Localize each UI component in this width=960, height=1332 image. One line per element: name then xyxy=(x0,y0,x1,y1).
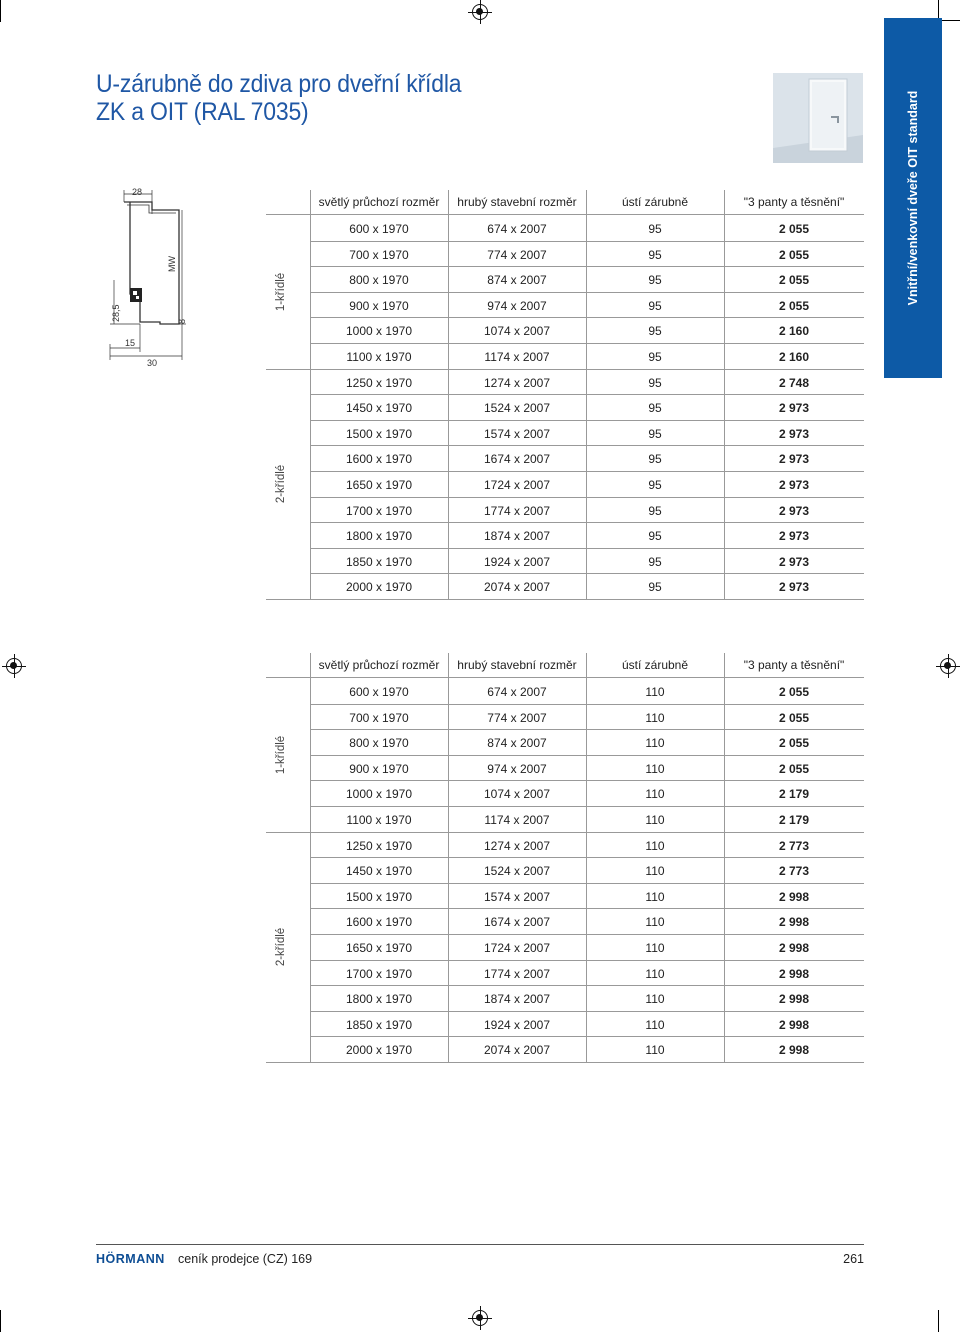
table-row xyxy=(310,884,864,910)
cell-clear-size: 600 x 1970 xyxy=(349,222,409,236)
cell-clear-size: 1850 x 1970 xyxy=(345,1017,413,1032)
column-header-clear-size: světlý průchozí rozměr xyxy=(318,195,440,209)
cell-clear-size: 1500 x 1970 xyxy=(345,889,413,904)
title-line-1: U-zárubně do zdiva pro dveřní křídla xyxy=(96,70,462,98)
cell-clear-size: 1450 x 1970 xyxy=(345,401,413,416)
table-rule xyxy=(310,266,864,267)
cell-frame-depth: 95 xyxy=(648,426,662,441)
registration-mark-icon xyxy=(6,658,22,674)
table-rule xyxy=(310,420,864,421)
table-rule xyxy=(310,755,864,756)
cell-price: 2 998 xyxy=(778,992,810,1007)
cell-price: 2 055 xyxy=(778,247,810,262)
table-rule xyxy=(266,599,310,600)
cell-frame-depth: 110 xyxy=(645,992,665,1007)
table-row xyxy=(310,446,864,472)
table-rule xyxy=(586,190,587,600)
cell-clear-size: 1650 x 1970 xyxy=(345,941,413,955)
table-row xyxy=(310,1037,864,1063)
dim-label-mw: MW xyxy=(167,256,177,272)
table-row xyxy=(310,421,864,447)
group-label-single-leaf: 1-křídlé xyxy=(275,272,288,312)
cell-price: 2 973 xyxy=(778,478,810,492)
column-header-price: "3 panty a těsnění" xyxy=(743,658,845,672)
table-rule xyxy=(310,292,864,293)
table-rule xyxy=(310,573,864,574)
cell-structural-size: 974 x 2007 xyxy=(487,298,547,313)
cell-structural-size: 1574 x 2007 xyxy=(483,889,551,904)
cell-frame-depth: 110 xyxy=(645,915,665,930)
cell-clear-size: 600 x 1970 xyxy=(349,685,409,699)
table-row xyxy=(310,756,864,782)
cell-frame-depth: 110 xyxy=(645,941,665,955)
cell-clear-size: 1800 x 1970 xyxy=(345,992,413,1007)
table-rule xyxy=(310,1062,864,1063)
cell-price: 2 773 xyxy=(778,864,810,879)
cell-price: 2 055 xyxy=(778,298,810,313)
cell-structural-size: 1874 x 2007 xyxy=(483,992,551,1007)
cell-clear-size: 1000 x 1970 xyxy=(345,324,413,339)
cell-frame-depth: 95 xyxy=(648,554,662,569)
table-rule xyxy=(586,653,587,1063)
cell-clear-size: 900 x 1970 xyxy=(349,298,409,313)
column-header-structural-size: hrubý stavební rozměr xyxy=(457,195,577,209)
cell-frame-depth: 110 xyxy=(645,813,665,827)
table-row xyxy=(310,1012,864,1038)
cell-frame-depth: 110 xyxy=(645,838,665,853)
dim-label-15: 15 xyxy=(125,338,136,348)
cell-structural-size: 1874 x 2007 xyxy=(483,529,551,544)
title-line-2: ZK a OIT (RAL 7035) xyxy=(96,98,309,126)
cell-structural-size: 774 x 2007 xyxy=(487,710,547,725)
cell-clear-size: 900 x 1970 xyxy=(349,761,409,776)
table-row xyxy=(310,498,864,524)
table-rule xyxy=(310,704,864,705)
frame-profile-diagram xyxy=(100,184,192,370)
table-rule xyxy=(310,908,864,909)
cell-clear-size: 1600 x 1970 xyxy=(345,452,413,467)
table-rule xyxy=(448,190,449,600)
registration-mark-icon xyxy=(472,1310,488,1326)
cell-frame-depth: 95 xyxy=(648,324,662,339)
cell-clear-size: 1450 x 1970 xyxy=(345,864,413,879)
cell-frame-depth: 95 xyxy=(648,375,662,390)
table-row xyxy=(310,472,864,498)
cell-frame-depth: 95 xyxy=(648,529,662,544)
cell-clear-size: 2000 x 1970 xyxy=(345,1043,413,1058)
cell-price: 2 998 xyxy=(778,1017,810,1032)
crop-mark xyxy=(0,1310,1,1332)
gasket-icon xyxy=(130,288,142,302)
group-label-single-leaf: 1-křídlé xyxy=(275,735,288,775)
table-row xyxy=(310,807,864,833)
cell-frame-depth: 110 xyxy=(645,1017,665,1032)
cell-price: 2 973 xyxy=(778,401,810,416)
table-rule xyxy=(310,497,864,498)
cell-structural-size: 974 x 2007 xyxy=(487,761,547,776)
cell-structural-size: 674 x 2007 xyxy=(487,685,547,699)
cell-structural-size: 1924 x 2007 xyxy=(483,1017,551,1032)
table-rule xyxy=(310,857,864,858)
cell-structural-size: 2074 x 2007 xyxy=(483,580,551,595)
cell-frame-depth: 110 xyxy=(645,864,665,879)
cell-structural-size: 874 x 2007 xyxy=(487,273,547,288)
cell-price: 2 160 xyxy=(778,324,810,339)
cell-price: 2 055 xyxy=(778,685,810,699)
table-row xyxy=(310,370,864,396)
table-header xyxy=(310,190,864,214)
table-rule xyxy=(310,960,864,961)
cell-clear-size: 1850 x 1970 xyxy=(345,554,413,569)
table-row xyxy=(310,267,864,293)
table-row xyxy=(310,781,864,807)
cell-clear-size: 700 x 1970 xyxy=(349,710,409,725)
table-rule xyxy=(310,369,864,370)
cell-structural-size: 1774 x 2007 xyxy=(483,966,551,981)
cell-clear-size: 1100 x 1970 xyxy=(346,813,412,827)
cell-price: 2 973 xyxy=(778,426,810,441)
cell-frame-depth: 110 xyxy=(645,736,665,751)
table-rule xyxy=(310,653,311,1063)
cell-clear-size: 800 x 1970 xyxy=(349,736,409,751)
cell-clear-size: 1800 x 1970 xyxy=(345,529,413,544)
dim-label-30: 30 xyxy=(147,358,158,368)
door-thumbnail xyxy=(773,73,863,163)
cell-price: 2 055 xyxy=(778,761,810,776)
table-row xyxy=(310,679,864,705)
cell-clear-size: 2000 x 1970 xyxy=(345,580,413,595)
table-row xyxy=(310,242,864,268)
table-row xyxy=(310,523,864,549)
cell-frame-depth: 95 xyxy=(648,452,662,467)
cell-clear-size: 1250 x 1970 xyxy=(345,375,413,390)
table-row xyxy=(310,935,864,961)
cell-structural-size: 1724 x 2007 xyxy=(483,478,551,492)
table-rule xyxy=(310,806,864,807)
table-rule xyxy=(310,599,864,600)
table-rule xyxy=(310,985,864,986)
cell-clear-size: 1600 x 1970 xyxy=(345,915,413,930)
cell-structural-size: 1274 x 2007 xyxy=(483,375,551,390)
table-rule xyxy=(724,190,725,600)
cell-clear-size: 1100 x 1970 xyxy=(346,350,412,364)
cell-structural-size: 1524 x 2007 xyxy=(483,864,551,879)
table-row xyxy=(310,549,864,575)
cell-structural-size: 1774 x 2007 xyxy=(483,503,551,518)
table-rule xyxy=(310,548,864,549)
table-rule xyxy=(310,934,864,935)
cell-structural-size: 1524 x 2007 xyxy=(483,401,551,416)
cell-price: 2 973 xyxy=(778,580,810,595)
cell-price: 2 973 xyxy=(778,452,810,467)
cell-structural-size: 2074 x 2007 xyxy=(483,1043,551,1058)
cell-structural-size: 774 x 2007 xyxy=(487,247,547,262)
cell-clear-size: 1700 x 1970 xyxy=(345,966,413,981)
cell-price: 2 179 xyxy=(778,787,810,802)
cell-price: 2 998 xyxy=(778,915,810,930)
table-rule xyxy=(266,677,864,678)
cell-structural-size: 1074 x 2007 xyxy=(483,787,551,802)
table-rule xyxy=(310,445,864,446)
cell-structural-size: 1074 x 2007 xyxy=(483,324,551,339)
cell-price: 2 773 xyxy=(778,838,810,853)
cell-clear-size: 1700 x 1970 xyxy=(345,503,413,518)
table-row xyxy=(310,216,864,242)
cell-structural-size: 1174 x 2007 xyxy=(484,813,550,827)
table-rule xyxy=(310,1036,864,1037)
table-rule xyxy=(310,832,864,833)
page-number: 261 xyxy=(843,1252,864,1266)
cell-price: 2 055 xyxy=(778,273,810,288)
table-row xyxy=(310,344,864,370)
crop-mark xyxy=(938,1310,939,1332)
table-row xyxy=(310,293,864,319)
cell-structural-size: 1274 x 2007 xyxy=(483,838,551,853)
cell-structural-size: 1574 x 2007 xyxy=(483,426,551,441)
cell-structural-size: 1674 x 2007 xyxy=(483,452,551,467)
footer-rule xyxy=(96,1244,864,1245)
table-rule xyxy=(266,1062,310,1063)
dim-label-left: 28,5 xyxy=(111,304,121,322)
cell-price: 2 055 xyxy=(778,222,810,236)
table-rule xyxy=(724,653,725,1063)
dim-label-8: 8 xyxy=(177,318,187,324)
cell-frame-depth: 95 xyxy=(648,247,662,262)
price-table-95 xyxy=(266,190,864,602)
group-label-double-leaf: 2-křídlé xyxy=(275,464,288,504)
table-rule xyxy=(310,241,864,242)
cell-structural-size: 1724 x 2007 xyxy=(483,941,551,955)
cell-frame-depth: 95 xyxy=(648,273,662,288)
door-icon xyxy=(773,73,863,163)
column-header-frame-depth: ústí zárubně xyxy=(621,195,689,209)
group-label-double-leaf: 2-křídlé xyxy=(275,927,288,967)
table-row xyxy=(310,961,864,987)
cell-frame-depth: 110 xyxy=(645,761,665,776)
table-row xyxy=(310,909,864,935)
profile-drawing xyxy=(100,184,192,370)
cell-frame-depth: 110 xyxy=(645,710,665,725)
cell-structural-size: 1924 x 2007 xyxy=(483,554,551,569)
cell-clear-size: 1500 x 1970 xyxy=(345,426,413,441)
cell-clear-size: 1250 x 1970 xyxy=(345,838,413,853)
footer-catalog-label: ceník prodejce (CZ) 169 xyxy=(178,1252,313,1266)
cell-clear-size: 1650 x 1970 xyxy=(345,478,413,492)
table-row xyxy=(310,730,864,756)
cell-frame-depth: 95 xyxy=(648,503,662,518)
dim-label-top: 28 xyxy=(132,187,143,197)
cell-clear-size: 800 x 1970 xyxy=(349,273,409,288)
cell-frame-depth: 110 xyxy=(645,966,665,981)
crop-mark xyxy=(0,0,1,22)
cell-structural-size: 1674 x 2007 xyxy=(483,915,551,930)
table-row xyxy=(310,833,864,859)
cell-frame-depth: 95 xyxy=(648,401,662,416)
table-rule xyxy=(266,832,310,833)
cell-price: 2 998 xyxy=(778,1043,810,1058)
table-rule xyxy=(310,883,864,884)
table-rule xyxy=(266,214,864,215)
cell-price: 2 998 xyxy=(778,889,810,904)
cell-price: 2 055 xyxy=(778,736,810,751)
cell-frame-depth: 95 xyxy=(648,580,662,595)
cell-structural-size: 674 x 2007 xyxy=(487,222,547,236)
column-header-structural-size: hrubý stavební rozměr xyxy=(457,658,577,672)
brand-logo: HÖRMANN xyxy=(96,1252,165,1266)
cell-price: 2 160 xyxy=(778,350,810,364)
table-row xyxy=(310,858,864,884)
registration-mark-icon xyxy=(940,658,956,674)
cell-price: 2 179 xyxy=(778,813,810,827)
table-rule xyxy=(310,1011,864,1012)
table-rule xyxy=(310,394,864,395)
page-title xyxy=(96,70,493,126)
cell-price: 2 998 xyxy=(778,966,810,981)
table-row xyxy=(310,705,864,731)
table-rule xyxy=(310,522,864,523)
category-side-tab xyxy=(884,18,942,378)
cell-structural-size: 874 x 2007 xyxy=(487,736,547,751)
cell-frame-depth: 110 xyxy=(645,787,665,802)
cell-frame-depth: 110 xyxy=(645,685,665,699)
cell-frame-depth: 95 xyxy=(648,350,662,364)
cell-price: 2 973 xyxy=(778,529,810,544)
price-table-110 xyxy=(266,653,864,1065)
cell-clear-size: 1000 x 1970 xyxy=(345,787,413,802)
column-header-frame-depth: ústí zárubně xyxy=(621,658,689,672)
table-row xyxy=(310,395,864,421)
column-header-clear-size: světlý průchozí rozměr xyxy=(318,658,440,672)
cell-clear-size: 700 x 1970 xyxy=(349,247,409,262)
table-rule xyxy=(310,729,864,730)
table-row xyxy=(310,318,864,344)
table-rule xyxy=(310,317,864,318)
table-row xyxy=(310,986,864,1012)
cell-price: 2 055 xyxy=(778,710,810,725)
cell-price: 2 973 xyxy=(778,554,810,569)
column-header-price: "3 panty a těsnění" xyxy=(743,195,845,209)
cell-frame-depth: 95 xyxy=(648,478,662,492)
table-rule xyxy=(448,653,449,1063)
side-tab-label: Vnitřní/venkovní dveře OIT standard xyxy=(906,90,920,306)
table-header xyxy=(310,653,864,677)
registration-mark-icon xyxy=(472,4,488,20)
cell-price: 2 998 xyxy=(778,941,810,955)
cell-frame-depth: 95 xyxy=(648,298,662,313)
cell-structural-size: 1174 x 2007 xyxy=(484,350,550,364)
table-rule xyxy=(310,780,864,781)
cell-frame-depth: 95 xyxy=(648,222,662,236)
table-rule xyxy=(310,471,864,472)
cell-frame-depth: 110 xyxy=(645,1043,665,1058)
cell-price: 2 973 xyxy=(778,503,810,518)
table-rule xyxy=(310,343,864,344)
cell-frame-depth: 110 xyxy=(645,889,665,904)
cell-price: 2 748 xyxy=(778,375,810,390)
table-row xyxy=(310,574,864,600)
table-rule xyxy=(310,190,311,600)
table-rule xyxy=(266,369,310,370)
